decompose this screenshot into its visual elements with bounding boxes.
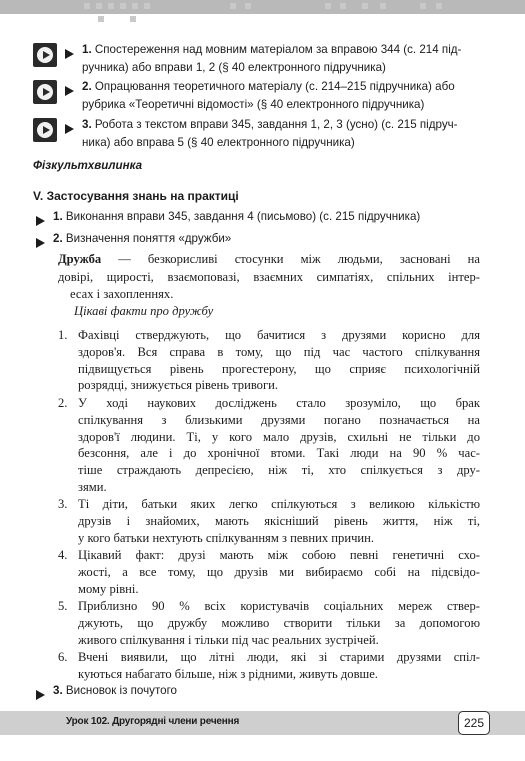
bullet-arrow-icon: [65, 86, 74, 96]
fact-number: 1.: [58, 328, 68, 342]
section-heading: V. Застосування знань на практиці: [33, 189, 239, 203]
bullet-arrow-icon: [65, 124, 74, 134]
video-play-icon[interactable]: [33, 43, 57, 67]
decor-square: [96, 3, 102, 9]
fact-item: 5. Приблизно 90 % всіх користувачів соціальних мереж ствер- джують, що дружбу можливо створити тільки за допомогою живого спілкування і тільки під час реальних зустрічей.: [58, 599, 480, 647]
fact-item: 6. Вчені виявили, що літні люди, які зі старими друзями спіл- куються набагато більше, ніж з рідними, живуть довше.: [58, 650, 480, 681]
step-line: [53, 230, 231, 248]
decor-square: [380, 3, 386, 9]
step-number: 1.: [82, 43, 92, 56]
fizkult-heading: Фізкультхвилинка: [33, 159, 143, 172]
step-number: 1.: [53, 210, 63, 223]
step-number: 2.: [53, 232, 63, 245]
step-line-continued: ручника) або вправи 1, 2 (§ 40 електронного підручника): [82, 61, 386, 74]
decor-square: [340, 3, 346, 9]
fact-item: 1. Фахівці стверджують, що бачитися з друзями корисно для здоров'я. Вся справа в тому, що під час частого спілкування підвищується рівень прогестерону, що сприяє психологічній розрядці, знижується рівень тривоги.: [58, 328, 480, 393]
fact-number: 5.: [58, 599, 68, 613]
definition-line: есах і захопленнях.: [70, 287, 174, 302]
video-play-icon[interactable]: [33, 118, 57, 142]
definition-term: Дружба: [58, 252, 102, 266]
footer-lesson-title: Урок 102. Другорядні члени речення: [66, 716, 240, 727]
step-text: Спостереження над мовним матеріалом за вправою 344 (с. 214 під-: [94, 43, 462, 56]
step-line: [53, 682, 177, 700]
fact-number: 4.: [58, 548, 68, 562]
definition-paragraph: [58, 251, 480, 304]
decor-square: [420, 3, 426, 9]
step-text: Робота з текстом вправи 345, завдання 1, 2, 3 (усно) (с. 215 підруч-: [94, 118, 458, 131]
bullet-arrow-icon: [65, 49, 74, 59]
step-text: Висновок із почутого: [65, 684, 178, 697]
step-line: [82, 116, 458, 134]
fact-number: 6.: [58, 650, 68, 664]
decor-square: [230, 3, 236, 9]
top-decor-band: [0, 0, 525, 14]
page-number: 225: [458, 711, 490, 735]
decor-square: [98, 16, 104, 22]
decor-square: [325, 3, 331, 9]
decor-square: [144, 3, 150, 9]
step-number: 2.: [82, 80, 92, 93]
decor-square: [132, 3, 138, 9]
step-number: 3.: [82, 118, 92, 131]
bullet-arrow-icon: [36, 690, 45, 700]
step-line-continued: рубрика «Теоретичні відомості» (§ 40 електронного підручника): [82, 98, 425, 111]
definition-line: довірі, щирості, взаємоповазі, взаємних симпатіях, спільних інтер-: [58, 269, 480, 284]
decor-square: [130, 16, 136, 22]
bullet-arrow-icon: [36, 216, 45, 226]
facts-title: Цікаві факти про дружбу: [74, 304, 214, 318]
decor-square: [108, 3, 114, 9]
decor-square: [362, 3, 368, 9]
fact-item: 2. У ході наукових досліджень стало зрозуміло, що брак спілкування з близькими друзями погано позначається на здоров'ї людини. Ті, у кого мало друзів, схильні не тільки до безсоння, але і до хронічної втоми. Такі люди на 90 % час- тіше страждають депресією, ніж ті, хто спілкується з дру- зями.: [58, 396, 480, 494]
fact-item: 4. Цікавий факт: друзі мають між собою певні генетичні схо- жості, а все тому, що друзів ми вибираємо собі на підсвідо- мому рівні.: [58, 548, 480, 596]
step-line: [82, 41, 461, 59]
step-text: Визначення поняття «дружби»: [65, 232, 232, 245]
definition-line: Дружба — безкорисливі стосунки між людьми, засновані на: [58, 252, 480, 266]
fact-number: 3.: [58, 497, 68, 511]
step-text: Виконання вправи 345, завдання 4 (письмово) (с. 215 підручника): [65, 210, 421, 223]
fact-item: 3. Ті діти, батьки яких легко спілкуються з великою кількістю друзів і знайомих, мають якісніший рівень життя, ніж ті, у кого батьки нехтують спілкуванням з певних причин.: [58, 497, 480, 545]
step-line-continued: ника) або вправа 5 (§ 40 електронного підручника): [82, 136, 355, 149]
step-number: 3.: [53, 684, 63, 697]
fact-number: 2.: [58, 396, 68, 410]
decor-square: [84, 3, 90, 9]
decor-square: [245, 3, 251, 9]
decor-square: [120, 3, 126, 9]
step-line: [82, 78, 455, 96]
video-play-icon[interactable]: [33, 80, 57, 104]
decor-square: [436, 3, 442, 9]
step-text: Опрацювання теоретичного матеріалу (с. 214–215 підручника) або: [94, 80, 455, 93]
bullet-arrow-icon: [36, 238, 45, 248]
step-line: [53, 208, 420, 226]
